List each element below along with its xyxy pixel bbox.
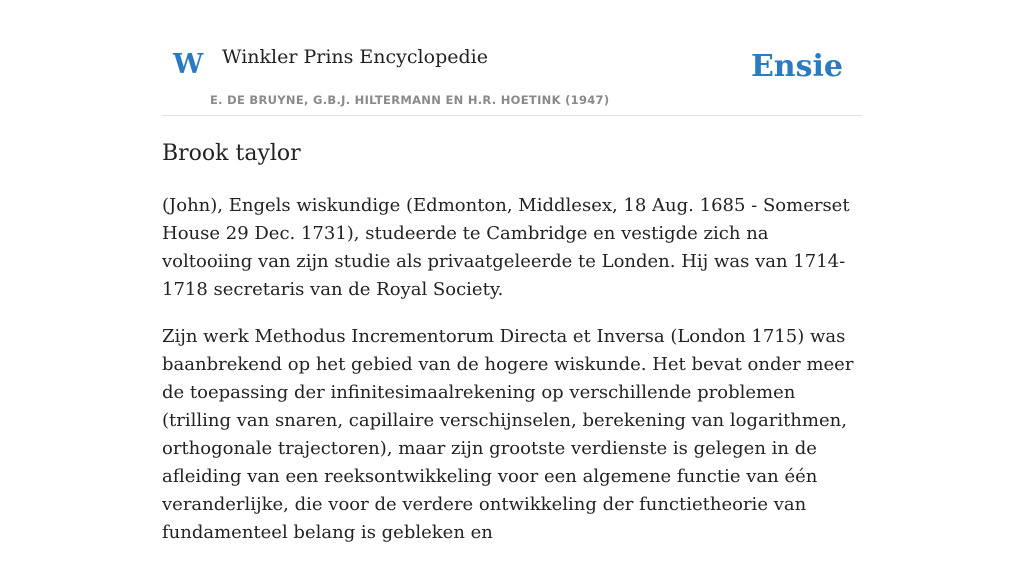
brand-logo-link[interactable]: Ensie bbox=[750, 49, 843, 84]
publication-authors: E. DE BRUYNE, G.B.J. HILTERMANN EN H.R. HOETINK (1947) bbox=[210, 93, 610, 107]
article-body bbox=[162, 192, 862, 566]
article-paragraph: (John), Engels wiskundige (Edmonton, Middlesex, 18 Aug. 1685 - Somerset House 29 Dec. 1731), studeerde te Cambridge en vestigde zich na voltooiing van zijn studie als privaatgeleerde te Londen. Hij was van 1714-1718 secretaris van de Royal Society. bbox=[162, 195, 850, 300]
publication-logo[interactable]: W bbox=[173, 49, 204, 80]
page-header bbox=[162, 0, 862, 116]
article-title: Brook taylor bbox=[162, 141, 301, 166]
article-paragraph: Zijn werk Methodus Incrementorum Directa et Inversa (London 1715) was baanbrekend op het gebied van de hogere wiskunde. Het bevat onder meer de toepassing der infinitesimaalrekening op verschillende problemen (trilling van snaren, capillaire verschijnselen, berekening van logarithmen, orthogonale trajectoren), maar zijn grootste verdienste is gelegen in de afleiding van een reeksontwikkeling voor een algemene functie van één veranderlijke, die voor de verdere ontwikkeling der functietheorie van fundamenteel belang is gebleken en bbox=[162, 326, 854, 543]
publication-title[interactable]: Winkler Prins Encyclopedie bbox=[222, 46, 488, 68]
